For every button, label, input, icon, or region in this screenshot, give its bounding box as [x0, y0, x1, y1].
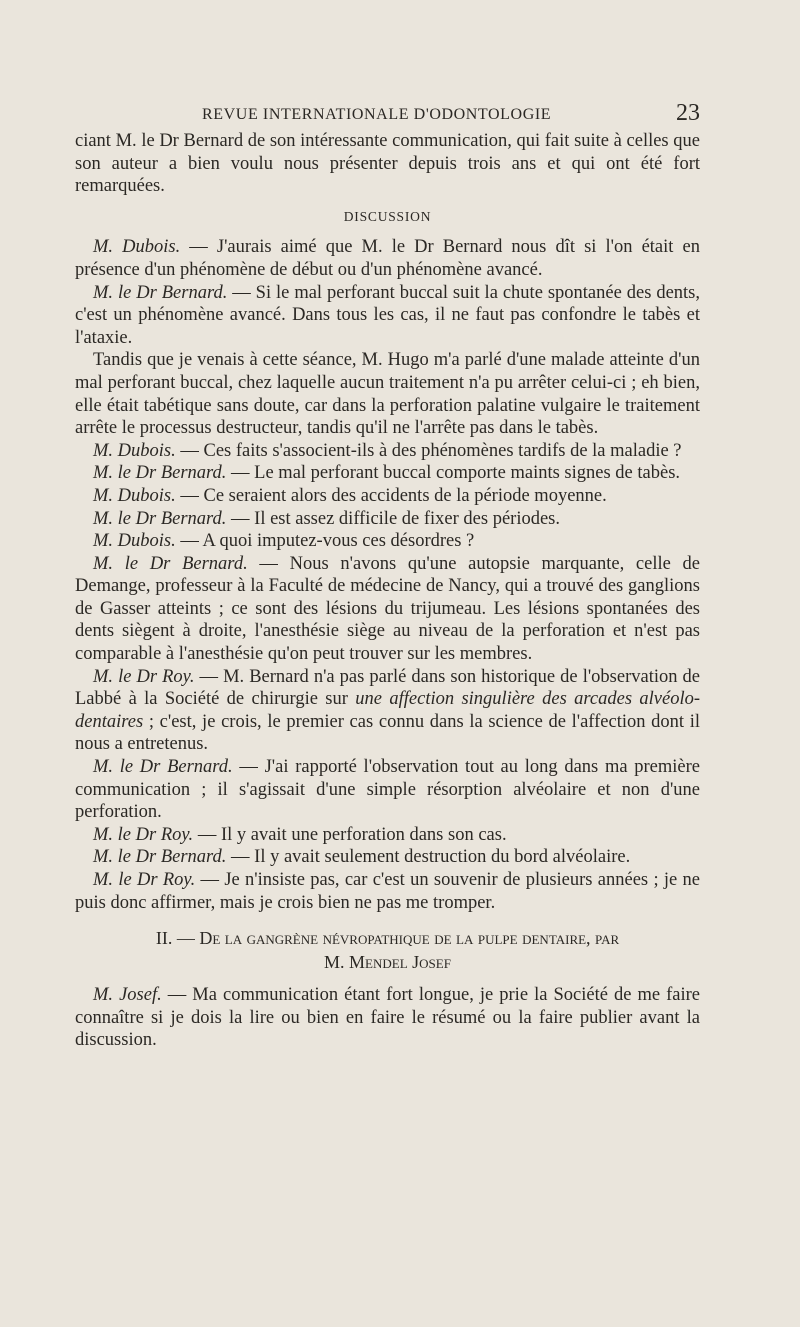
- paragraph-text: — Il y avait seulement destruction du bord alvéolaire.: [226, 847, 631, 868]
- speaker: M. Dubois.: [93, 440, 176, 461]
- paragraph-text: — Ce seraient alors des accidents de la période moyenne.: [175, 485, 607, 506]
- speaker: M. le Dr Bernard.: [93, 847, 227, 868]
- paragraph-text: — Si le mal perforant buccal suit la chute spontanée des dents, c'est un phénomène avancé. Dans tous les cas, il ne faut pas confondre le tabès et l'ataxie.: [75, 282, 700, 348]
- paragraph-text: — Je n'insiste pas, car c'est un souvenir de plusieurs années ; je ne puis donc affirmer, mais je crois bien ne pas me tromper.: [75, 870, 701, 913]
- final-paragraph: [75, 984, 700, 1052]
- dialogue-paragraph: [75, 553, 700, 666]
- body-text: [75, 130, 700, 1052]
- continuation-paragraph: ciant M. le Dr Bernard de son intéressante communication, qui fait suite à celles que son auteur a bien voulu nous présenter depuis trois ans et qui ont été fort remarquées.: [75, 131, 700, 197]
- dialogue-paragraph: [75, 282, 700, 350]
- italic-title: une affection singulière des arcades alvéolo-dentaires: [75, 689, 701, 732]
- dialogue-paragraph: [75, 756, 700, 824]
- dialogue-paragraph: [75, 236, 700, 281]
- discussion-heading: DISCUSSION: [343, 208, 432, 224]
- paragraph-text: — J'ai rapporté l'observation tout au long dans ma première communication ; il s'agissait d'une simple résorption alvéolaire et non d'une perforation.: [75, 757, 700, 823]
- dialogue-paragraph: [75, 508, 700, 531]
- speaker: M. le Dr Bernard.: [93, 508, 227, 529]
- dialogue-paragraph: [75, 824, 700, 847]
- paragraph-text: — A quoi imputez-vous ces désordres ?: [175, 531, 475, 552]
- speaker: M. le Dr Roy.: [93, 666, 195, 687]
- speaker: M. le Dr Bernard.: [93, 553, 248, 574]
- dialogue: [75, 236, 700, 914]
- speaker: M. Dubois.: [93, 237, 181, 258]
- page-number: 23: [676, 100, 700, 126]
- paragraph-text: Tandis que je venais à cette séance, M. Hugo m'a parlé d'une malade atteinte d'un mal perforant buccal, chez laquelle aucun traitement n'a pu arrêter celui-ci ; eh bien, elle était tabétique sans doute, car dans la perforation palatine vulgaire le traitement arrête le processus destructeur, tandis qu'il ne l'arrête pas dans le tabès.: [75, 350, 700, 439]
- paragraph-text-after: ; c'est, je crois, le premier cas connu dans la science de l'affection dont il nous a entretenus.: [75, 711, 700, 755]
- dialogue-paragraph: [75, 666, 700, 756]
- speaker: M. le Dr Bernard.: [93, 463, 227, 484]
- paragraph-text: — Le mal perforant buccal comporte maints signes de tabès.: [226, 463, 681, 484]
- paragraph-text: — Il y avait une perforation dans son cas.: [193, 824, 507, 845]
- paragraph-text: — M. Bernard n'a pas parlé dans son historique de l'observation de Labbé à la Société de chirurgie sur: [75, 666, 700, 710]
- paragraph-text: — Ces faits s'associent-ils à des phénomènes tardifs de la maladie ?: [175, 440, 682, 461]
- dialogue-paragraph: [75, 485, 700, 508]
- paragraph-text: — Nous n'avons qu'une autopsie marquante, celle de Demange, professeur à la Faculté de médecine de Nancy, qui a trouvé des ganglions de Gasser atteints ; ce sont des lésions du trijumeau. Les lésions spontanées des dents siègent à droite, l'anesthésie siège au niveau de la perforation et n'est pas comparable à l'anesthésie qu'on peut trouver sur les membres.: [75, 553, 701, 665]
- section-title-line1: II. — De la gangrène névropathique de la pulpe dentaire, par: [155, 928, 620, 949]
- speaker: M. Josef.: [93, 985, 162, 1006]
- speaker: M. Dubois.: [93, 485, 176, 506]
- page: [75, 100, 700, 1052]
- paragraph-text: — Il est assez difficile de fixer des périodes.: [226, 508, 560, 529]
- section-title: [75, 926, 700, 974]
- speaker: M. le Dr Roy.: [93, 870, 196, 890]
- dialogue-paragraph: [75, 462, 700, 485]
- speaker: M. le Dr Bernard.: [93, 282, 228, 303]
- running-head: [75, 100, 700, 130]
- speaker: M. le Dr Bernard.: [93, 757, 233, 778]
- section-title-line2: M. Mendel Josef: [324, 952, 451, 973]
- running-title: REVUE INTERNATIONALE D'ODONTOLOGIE: [202, 106, 552, 123]
- dialogue-paragraph: [75, 869, 700, 914]
- paragraph-text: — Ma communication étant fort longue, je prie la Société de me faire connaître si je dois la lire ou bien en faire le résumé ou la faire publier avant la discussion.: [75, 985, 700, 1051]
- dialogue-paragraph: [75, 846, 700, 869]
- paragraph-text: — J'aurais aimé que M. le Dr Bernard nous dît si l'on était en présence d'un phénomène de début ou d'un phénomène avancé.: [75, 237, 700, 280]
- dialogue-paragraph: [75, 440, 700, 463]
- speaker: M. Dubois.: [93, 531, 176, 552]
- speaker: M. le Dr Roy.: [93, 824, 194, 845]
- dialogue-paragraph: [75, 530, 700, 553]
- dialogue-paragraph: [75, 349, 700, 439]
